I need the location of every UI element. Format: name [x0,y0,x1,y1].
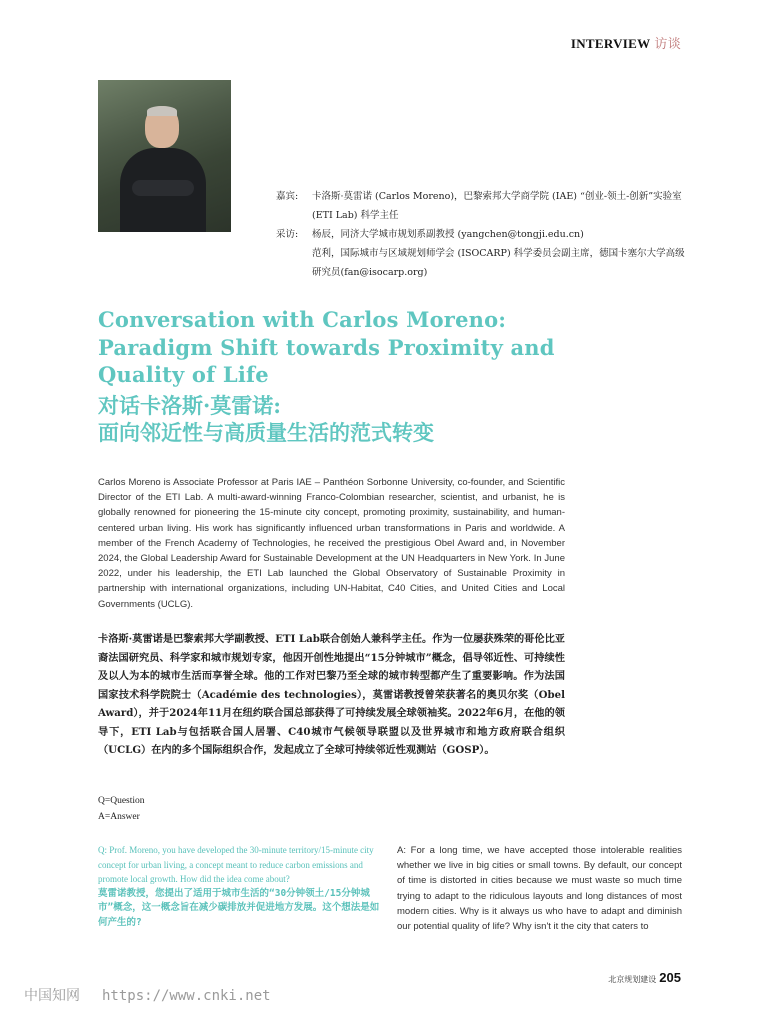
credit-line: 卡洛斯·莫雷诺 (Carlos Moreno)，巴黎索邦大学商学院 (IAE) “创业-领土-创新”实验室 [312,191,682,202]
credit-label: 采访: [276,229,299,240]
article-title-en [98,306,658,389]
question-zh: 莫雷诺教授，您提出了适用于城市生活的“30分钟领土/15分钟城市”概念，这一概念旨在减少碳排放并促进地方发展。这个想法是如何产生的? [98,887,380,928]
section-title-zh: 访谈 [654,36,681,51]
credit-interviewers [276,225,686,282]
page-number: 205 [659,970,681,985]
qa-legend-question: Q=Question [98,796,145,806]
intro-paragraph-en: Carlos Moreno is Associate Professor at Paris IAE – Panthéon Sorbonne University, co-founder, and Scientific Director of the ETI Lab. A multi-award-winning Franco-Colombian researcher, scientist, and urbanist, he is globally renowned for pioneering the 15-minute city concept, promoting proximity, sustainability, and human-centered urban living. His work has significantly influenced urban transformations in Paris and worldwide. A member of the French Academy of Technologies, he received the prestigious Obel Award and, in November 2024, the Global Leadership Award for Sustainable Development at the UN Headquarters in New York. In June 2022, under his leadership, the ETI Lab launched the Global Observatory of Sustainable Proximity in partnership with international organizations, including UN-Habitat, C40 Cities, and United Cities and Local Governments (UCLG). [98,477,565,610]
interview-credits [276,187,686,282]
title-line: Quality of Life [98,362,269,387]
section-title-en: INTERVIEW [570,36,651,51]
credit-label: 嘉宾: [276,191,299,202]
question-en: Q: Prof. Moreno, you have developed the 30-minute territory/15-minute city concept for urban living, a concept meant to reduce carbon emissions and promote local growth. How did the idea come about? [98,845,374,884]
intro-paragraph-zh: 卡洛斯·莫雷诺是巴黎索邦大学副教授、ETI Lab联合创始人兼科学主任。作为一位屡获殊荣的哥伦比亚裔法国研究员、科学家和城市规划专家，他因开创性地提出“15分钟城市”概念，倡导邻近性、可持续性及以人为本的城市生活而享誉全球。他的工作对巴黎乃至全球的城市转型都产生了重要影响。作为法国国家技术科学院院士（Académie des technologies），莫雷诺教授曾荣获著名的奥贝尔奖（Obel Award），并于2024年11月在纽约联合国总部获得了可持续发展全球领袖奖。2022年6月，在他的领导下，ETI Lab与包括联合国人居署、C40城市气候领导联盟以及世界城市和地方政府联合组织（UCLG）在内的多个国际组织合作，发起成立了全球可持续邻近性观测站（GOSP）。 [98,633,565,756]
title-line: Paradigm Shift towards Proximity and [98,334,555,360]
qa-legend-answer: A=Answer [98,812,140,822]
magazine-name: 北京规划建设 [608,975,657,984]
question-block [98,843,381,930]
qa-legend [98,793,145,825]
watermark [24,985,271,1005]
title-line: 面向邻近性与高质量生活的范式转变 [98,420,434,445]
section-header [571,33,681,52]
credit-line: 杨辰，同济大学城市规划系副教授 (yangchen@tongji.edu.cn) [312,229,584,240]
credit-line: 范利，国际城市与区域规划师学会 (ISOCARP) 科学委员会副主席，德国卡塞尔大学高级 [312,248,685,259]
credit-line: 研究员(fan@isocarp.org) [312,267,428,278]
title-line: 对话卡洛斯·莫雷诺: [98,393,282,418]
answer-block: A: For a long time, we have accepted those intolerable realities whether we live in big cities or small towns. By default, our concept of time is distorted in cities because we must waste so much time trying to adapt to the ridiculous layouts and long distances of most modern cities. Why is it always us who have to adapt and diminish our potential quality of life? Why isn't it the city that caters to [397,845,682,933]
watermark-url: https://www.cnki.net [102,988,271,1004]
portrait-photo [98,80,231,232]
title-line: Conversation with Carlos Moreno: [98,307,507,332]
watermark-name: 中国知网 [24,988,80,1004]
credit-guest [276,187,686,225]
article-title-zh [98,392,658,446]
credit-line: (ETI Lab) 科学主任 [312,210,399,221]
page-footer [608,970,681,985]
